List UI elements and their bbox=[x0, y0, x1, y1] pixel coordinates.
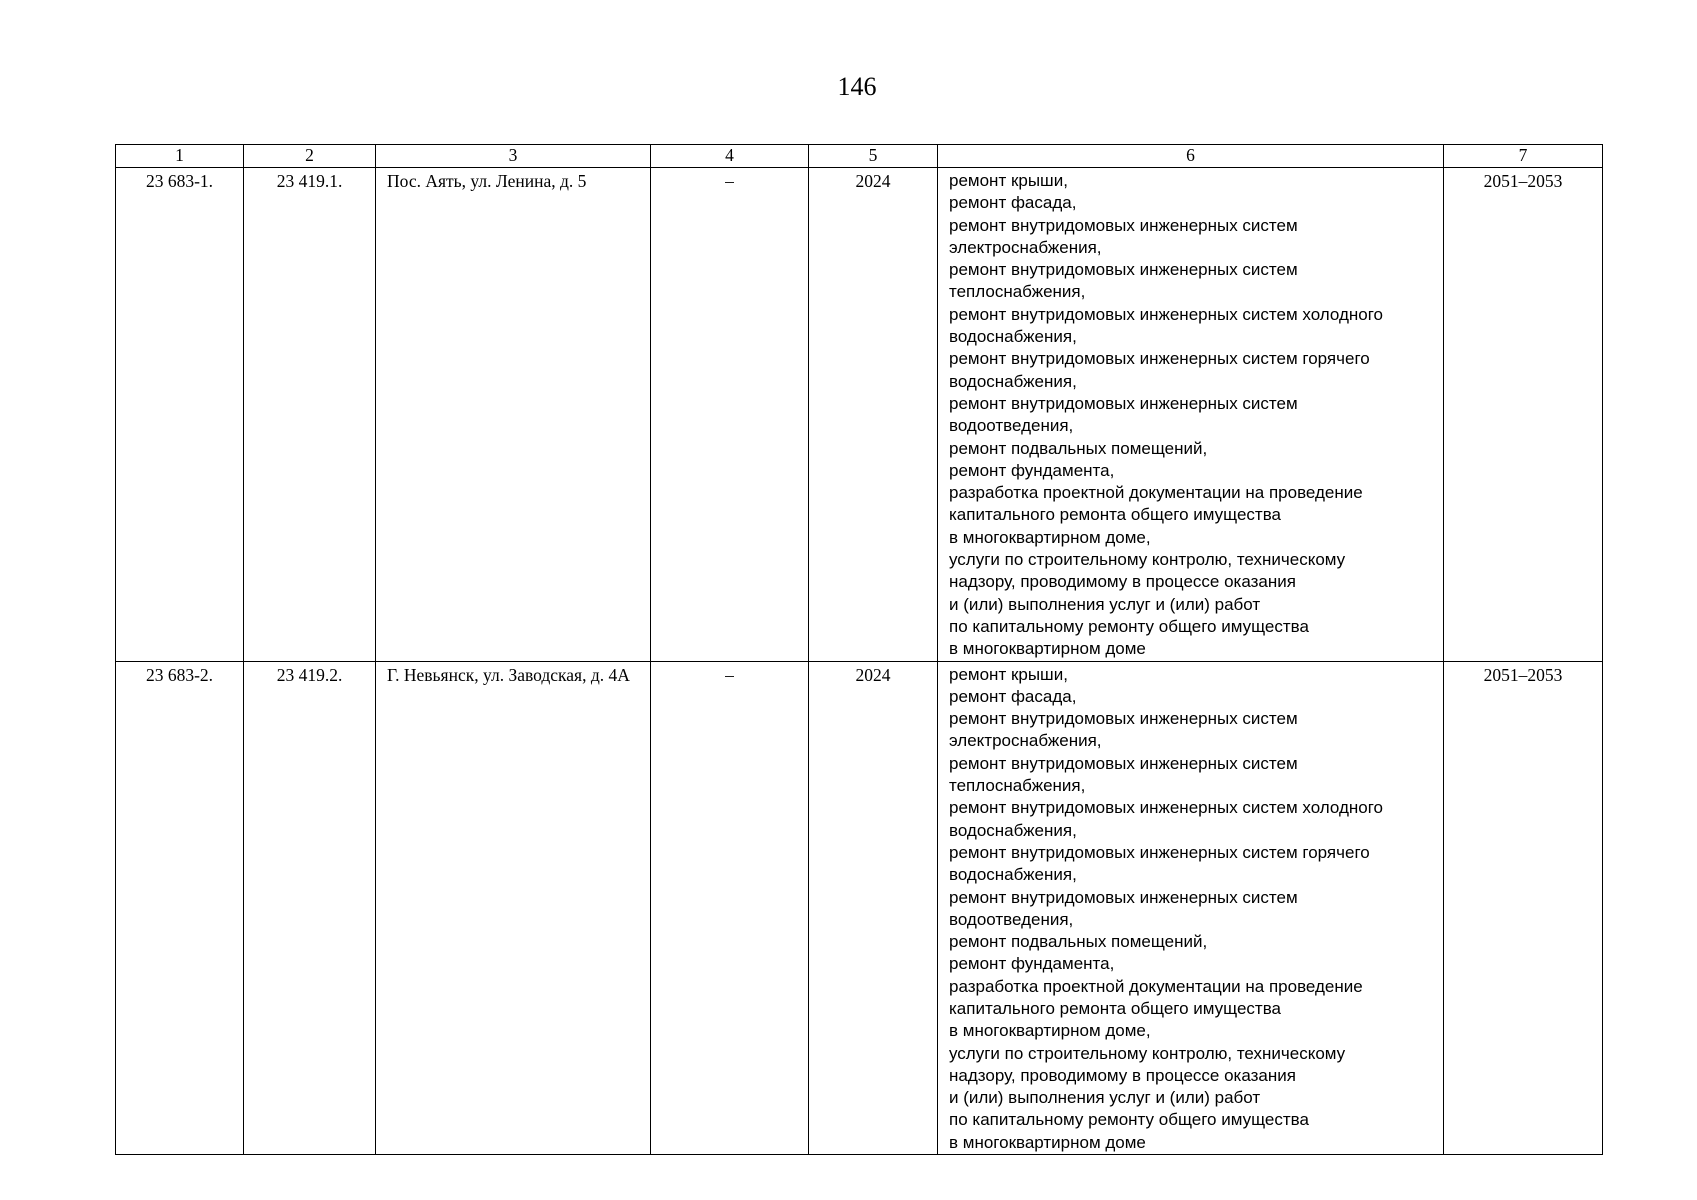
work-item: водоснабжения, bbox=[949, 820, 1077, 840]
row-year: 2024 bbox=[809, 661, 938, 1155]
work-item: ремонт внутридомовых инженерных систем bbox=[949, 709, 1298, 729]
work-item: водоотведения, bbox=[949, 416, 1074, 436]
work-item: надзору, проводимому в процессе оказания bbox=[949, 1065, 1296, 1085]
work-item: ремонт крыши, bbox=[949, 171, 1068, 190]
work-item: по капитальному ремонту общего имущества bbox=[949, 1110, 1309, 1130]
row-period: 2051–2053 bbox=[1444, 661, 1603, 1155]
column-header: 6 bbox=[938, 145, 1444, 168]
column-header: 4 bbox=[651, 145, 809, 168]
work-item: водоснабжения, bbox=[949, 371, 1077, 391]
work-item: в многоквартирном доме, bbox=[949, 527, 1151, 547]
work-item: разработка проектной документации на проведение bbox=[949, 976, 1363, 996]
column-header: 1 bbox=[116, 145, 244, 168]
work-item: электроснабжения, bbox=[949, 731, 1102, 751]
work-item: капитального ремонта общего имущества bbox=[949, 505, 1282, 525]
column-header: 5 bbox=[809, 145, 938, 168]
repair-schedule-table bbox=[115, 144, 1603, 1155]
row-reference: 23 419.2. bbox=[244, 661, 376, 1155]
work-item: ремонт фундамента, bbox=[949, 460, 1115, 480]
table-row bbox=[116, 168, 1603, 662]
work-item: и (или) выполнения услуг и (или) работ bbox=[949, 1088, 1261, 1108]
column-header: 7 bbox=[1444, 145, 1603, 168]
header-row bbox=[116, 145, 1603, 168]
row-number: 23 683-2. bbox=[116, 661, 244, 1155]
row-works-list bbox=[938, 661, 1444, 1155]
column-header: 2 bbox=[244, 145, 376, 168]
work-item: ремонт фундамента, bbox=[949, 954, 1115, 974]
row-works-list bbox=[938, 168, 1444, 662]
work-item: в многоквартирном доме bbox=[949, 1132, 1146, 1152]
work-item: ремонт крыши, bbox=[949, 664, 1068, 684]
work-item: ремонт внутридомовых инженерных систем холодного bbox=[949, 304, 1384, 324]
work-item: водоснабжения, bbox=[949, 865, 1077, 885]
work-item: и (или) выполнения услуг и (или) работ bbox=[949, 594, 1261, 614]
row-reference: 23 419.1. bbox=[244, 168, 376, 662]
work-item: по капитальному ремонту общего имущества bbox=[949, 616, 1309, 636]
row-period: 2051–2053 bbox=[1444, 168, 1603, 662]
row-col4: – bbox=[651, 168, 809, 662]
work-item: в многоквартирном доме bbox=[949, 639, 1146, 659]
work-item: ремонт подвальных помещений, bbox=[949, 932, 1208, 952]
page-number: 146 bbox=[837, 72, 877, 101]
work-item: ремонт подвальных помещений, bbox=[949, 438, 1208, 458]
work-item: ремонт внутридомовых инженерных систем bbox=[949, 753, 1298, 773]
work-item: ремонт внутридомовых инженерных систем горячего bbox=[949, 842, 1370, 862]
work-item: разработка проектной документации на проведение bbox=[949, 483, 1363, 503]
work-item: ремонт внутридомовых инженерных систем bbox=[949, 260, 1298, 280]
row-year: 2024 bbox=[809, 168, 938, 662]
work-item: ремонт внутридомовых инженерных систем bbox=[949, 215, 1298, 235]
work-item: ремонт внутридомовых инженерных систем bbox=[949, 887, 1298, 907]
work-item: водоснабжения, bbox=[949, 327, 1077, 347]
row-address: Г. Невьянск, ул. Заводская, д. 4А bbox=[376, 661, 651, 1155]
work-item: услуги по строительному контролю, техническому bbox=[949, 550, 1346, 570]
work-item: ремонт фасада, bbox=[949, 193, 1077, 213]
row-address: Пос. Аять, ул. Ленина, д. 5 bbox=[376, 168, 651, 662]
work-item: ремонт внутридомовых инженерных систем холодного bbox=[949, 798, 1384, 818]
work-item: ремонт фасада, bbox=[949, 686, 1077, 706]
work-item: ремонт внутридомовых инженерных систем горячего bbox=[949, 349, 1370, 369]
work-item: надзору, проводимому в процессе оказания bbox=[949, 572, 1296, 592]
table-row bbox=[116, 661, 1603, 1155]
work-item: ремонт внутридомовых инженерных систем bbox=[949, 393, 1298, 413]
work-item: теплоснабжения, bbox=[949, 776, 1086, 796]
work-item: водоотведения, bbox=[949, 909, 1074, 929]
work-item: теплоснабжения, bbox=[949, 282, 1086, 302]
work-item: услуги по строительному контролю, техническому bbox=[949, 1043, 1346, 1063]
column-header: 3 bbox=[376, 145, 651, 168]
work-item: капитального ремонта общего имущества bbox=[949, 998, 1282, 1018]
row-col4: – bbox=[651, 661, 809, 1155]
work-item: в многоквартирном доме, bbox=[949, 1021, 1151, 1041]
work-item: электроснабжения, bbox=[949, 237, 1102, 257]
row-number: 23 683-1. bbox=[116, 168, 244, 662]
